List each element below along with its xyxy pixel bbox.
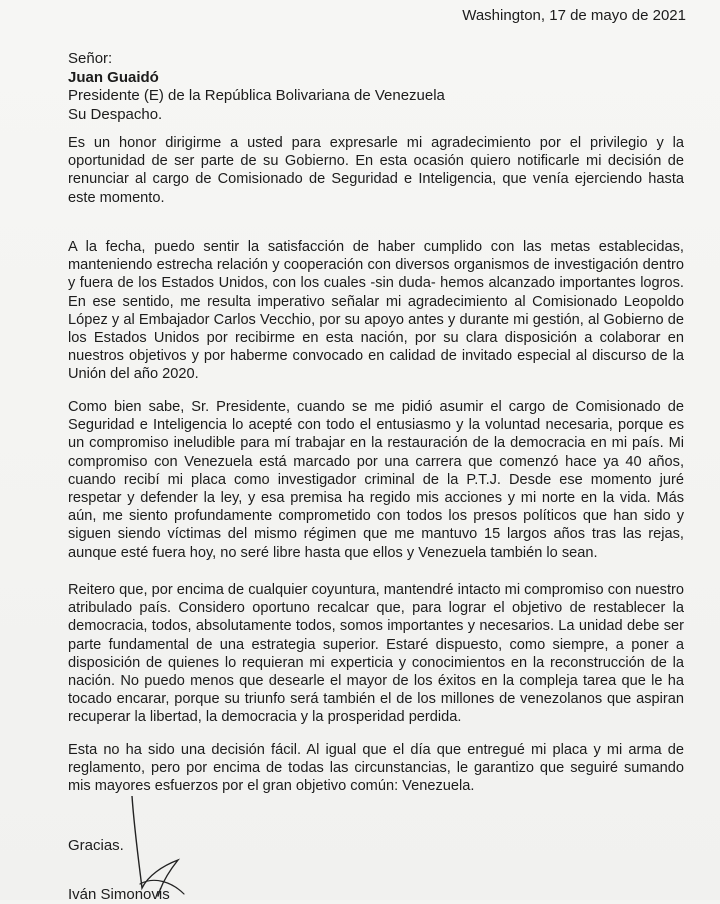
paragraph-3 [68, 398, 684, 562]
paragraph-text: Reitero que, por encima de cualquier coyuntura, mantendré intacto mi compromiso con nuestro atribulado país. Considero oportuno recalcar que, para lograr el objetivo de restablecer la democracia, todos, absolutamente todos, somos importantes y necesarios. La unidad debe ser parte fundamental de una estrategia superior. Estaré dispuesto, como siempre, a poner a disposición de quienes lo requieran mi experticia y conocimientos en la reconstrucción de la nación. No puedo menos que desearle el mayor de los éxitos en la compleja tarea que le ha tocado encarar, porque su triunfo será también el de los millones de venezolanos que aspiran recuperar la libertad, la democracia y la prosperidad perdida. [68, 582, 684, 726]
paragraph-2 [68, 238, 684, 384]
recipient-name: Juan Guaidó [68, 68, 159, 86]
paragraph-5 [68, 741, 684, 796]
closing: Gracias. [68, 837, 124, 854]
paragraph-text: A la fecha, puedo sentir la satisfacción de haber cumplido con las metas establecidas, manteniendo estrecha relación y cooperación con diversos organismos de investigación dentro y fuera de los Estados Unidos, con los cuales -sin duda- hemos alcanzado importantes logros. En ese sentido, me resulta imperativo señalar mi agradecimiento al Comisionado Leopoldo López y al Embajador Carlos Vecchio, por su apoyo antes y durante mi gestión, al Gobierno de los Estados Unidos por recibirme en esta nación, por su clara disposición a colaborar en nuestros objetivos y por haberme convocado en calidad de invitado especial al discurso de la Unión del año 2020. [68, 239, 684, 383]
recipient-title: Presidente (E) de la República Bolivariana de Venezuela [68, 87, 445, 104]
salutation: Señor: [68, 50, 113, 67]
handwritten-signature [118, 796, 208, 900]
paragraph-text: Es un honor dirigirme a usted para expresarle mi agradecimiento por el privilegio y la oportunidad de ser parte de su Gobierno. En esta ocasión quiero notificarle mi decisión de renunciar al cargo de Comisionado de Seguridad e Inteligencia, que venía ejerciendo hasta este momento. [68, 135, 684, 206]
signer-name: Iván Simonovis [68, 886, 170, 903]
paragraph-4 [68, 581, 684, 727]
recipient-office: Su Despacho. [68, 105, 163, 123]
paragraph-text: Esta no ha sido una decisión fácil. Al igual que el día que entregué mi placa y mi arma de reglamento, pero por encima de todas las circunstancias, le garantizo que seguiré sumando mis mayores esfuerzos por el gran objetivo común: Venezuela. [68, 742, 684, 795]
recipient-block [68, 50, 445, 124]
paragraph-text: Como bien sabe, Sr. Presidente, cuando se me pidió asumir el cargo de Comisionado de Seguridad e Inteligencia lo acepté con todo el entusiasmo y la voluntad necesaria, porque es un compromiso ineludible para mí trabajar en la restauración de la democracia en mi país. Mi compromiso con Venezuela está marcado por una carrera que comenzó hace ya 40 años, cuando recibí mi placa como investigador criminal de la P.T.J. Desde ese momento juré respetar y defender la ley, y esa premisa ha regido mis acciones y mi norte en la vida. Más aún, me siento profundamente comprometido con todos los presos políticos que han sido y siguen siendo víctimas del mismo régimen que me mantuvo 15 largos años tras las rejas, aunque esté fuera hoy, no seré libre hasta que ellos y Venezuela también lo sean. [68, 399, 684, 561]
paragraph-1 [68, 134, 684, 207]
letter-date: Washington, 17 de mayo de 2021 [462, 7, 686, 24]
